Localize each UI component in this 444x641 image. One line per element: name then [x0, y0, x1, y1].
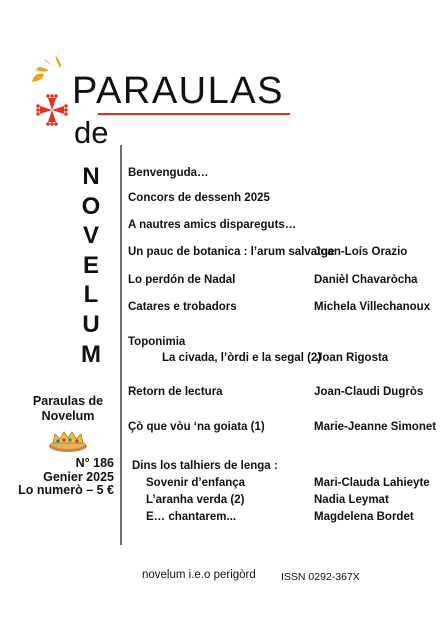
- toc-item-title: Un pauc de botanica : l’arum salvatge: [128, 246, 335, 258]
- vertical-word-letter: M: [81, 340, 101, 368]
- sidebar-title-line2: Novelum: [41, 409, 95, 423]
- toc-item-author: Marie-Jeanne Simonet: [314, 421, 437, 433]
- toc-item-title: E… chantarem...: [146, 511, 237, 523]
- magazine-title: PARAULAS: [72, 70, 284, 112]
- toc-item-title: Retorn de lectura: [128, 386, 223, 398]
- toc-item-author: Mari-Clauda Lahieyte: [314, 477, 430, 489]
- footer-issn: ISSN 0292-367X: [281, 571, 360, 583]
- issue-info: [18, 394, 118, 498]
- toc-item-title: Lo perdón de Nadal: [128, 274, 236, 286]
- galette-crown-icon: [46, 428, 90, 454]
- title-underline: [98, 113, 290, 115]
- toc-item-author: Joan-Claudi Dugròs: [314, 386, 424, 398]
- toc-item-title: Catares e trobadors: [128, 301, 237, 313]
- toc-section-title: Toponimia: [128, 336, 186, 348]
- toc-item-title: A nautres amics dispareguts…: [128, 219, 297, 231]
- footer-publisher: novelum i.e.o perigòrd: [142, 569, 256, 581]
- vertical-word-letter: O: [81, 192, 101, 220]
- toc-item-title: Benvenguda…: [128, 167, 209, 179]
- vertical-word-novelum: [79, 163, 103, 368]
- toc-item-title: L’aranha verda (2): [146, 494, 245, 506]
- vertical-word-letter: L: [83, 281, 99, 309]
- toc-item-title: Sovenir d’enfança: [146, 477, 246, 489]
- vertical-word-letter: V: [82, 222, 99, 250]
- toc-section-title: Dins los talhiers de lenga :: [132, 460, 278, 472]
- toc-item-title: Çò que vòu ‘na goiata (1): [128, 421, 265, 433]
- occitan-sun-cross-icon: [30, 52, 76, 138]
- issue-number: N° 186: [75, 456, 114, 470]
- vertical-word-letter: U: [82, 310, 100, 338]
- toc-item-author: Magdelena Bordet: [314, 511, 414, 523]
- issue-price: Lo numerò – 5 €: [18, 483, 114, 497]
- column-divider: [120, 145, 122, 545]
- novelum-logo: [30, 52, 76, 143]
- toc-item-author: Joan-Loís Orazio: [314, 246, 408, 258]
- toc-item-title: Concors de dessenh 2025: [128, 192, 270, 204]
- toc-item-author: Nadia Leymat: [314, 494, 389, 506]
- magazine-subtitle: de: [74, 115, 109, 150]
- toc-item-author: Joan Rigosta: [316, 352, 389, 364]
- toc-item-author: Michela Villechanoux: [314, 301, 431, 313]
- toc-item-title: La civada, l’òrdi e la segal (2): [162, 352, 322, 364]
- issue-date: Genier 2025: [43, 469, 114, 484]
- vertical-word-letter: E: [82, 251, 99, 279]
- toc-item-author: Danièl Chavaròcha: [314, 274, 418, 286]
- vertical-word-letter: N: [82, 163, 100, 190]
- sidebar-title-line1: Paraulas de: [32, 394, 104, 408]
